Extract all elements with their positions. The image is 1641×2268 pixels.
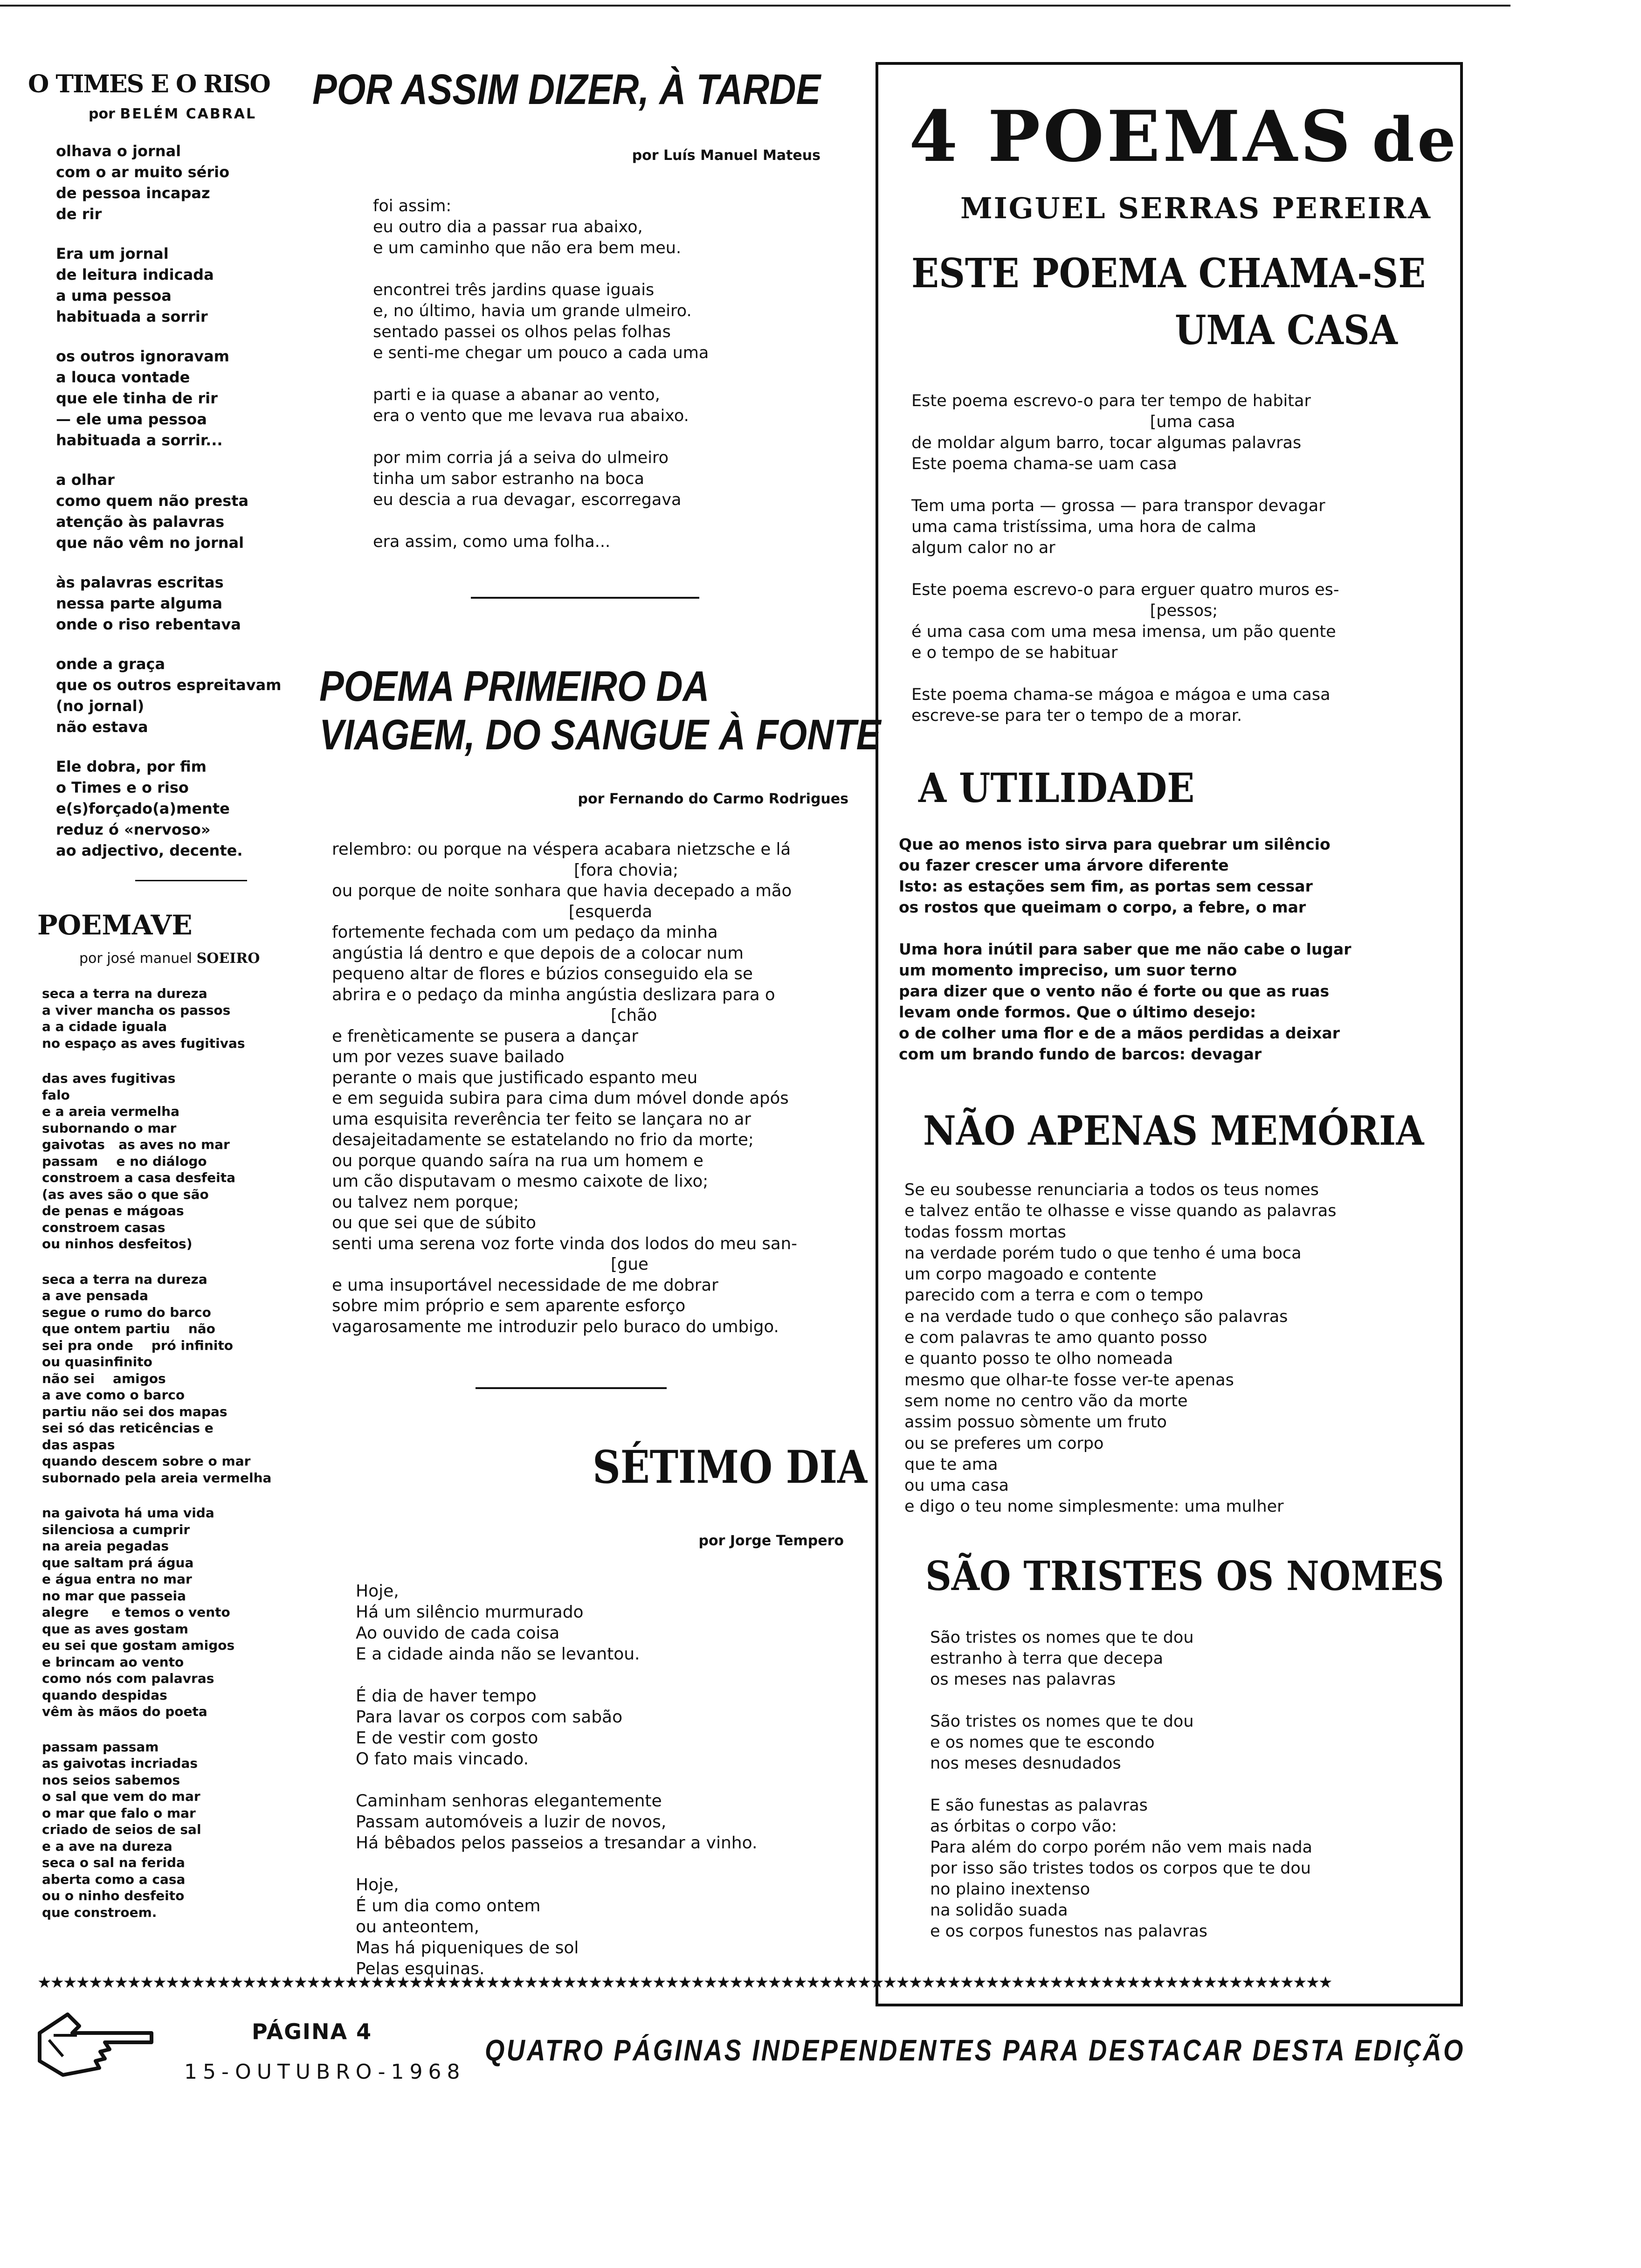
divider bbox=[471, 597, 699, 599]
poem-title-text: POR ASSIM DIZER, À TARDE bbox=[312, 66, 821, 113]
stanza: Este poema escrevo-o para ter tempo de habitar [uma casa de moldar algum barro, tocar algumas palavras Este poema chama-se uam casa bbox=[911, 392, 1311, 473]
byline-prefix: por bbox=[89, 106, 115, 122]
poem-body: relembro: ou porque na véspera acabara nietzsche e lá [fora chovia; ou porque de noite sonhara que havia decepado a mão [esquerda fortemente fechada com um pedaço da minha angústia lá dentro e que depois de a colocar num pequeno altar de flores e búzios conseguido ela se abrira e o pedaço da minha angústia deslizara para o [chão e frenèticamente se pusera a dançar um por vezes suave bailado perante o mais que justificado espanto meu e em seguida subira para cima dum móvel donde após uma esquisita reverência ter feito se lançara no ar desajeitadamente se estatelando no frio da morte; ou porque quando saíra na rua um homem e um cão disputavam o mesmo caixote de lixo; ou talvez nem porque; ou que sei que de súbito senti uma serena voz forte vinda dos lodos do meu san- [gue e uma insuportável necessidade de me dobrar sobre mim próprio e sem aparente esforço vagarosamente me introduzir pelo buraco do umbigo. bbox=[332, 840, 797, 1336]
byline-author-last: SOEIRO bbox=[196, 950, 260, 967]
poem-body bbox=[911, 391, 1339, 726]
stanza: seca a terra na dureza a viver mancha os passos a a cidade iguala no espaço as aves fugitivas bbox=[42, 986, 245, 1051]
stanza: parti e ia quase a abanar ao vento, era o vento que me levava rua abaixo. bbox=[373, 386, 689, 425]
byline bbox=[79, 950, 308, 967]
stanza: São tristes os nomes que te dou estranho à terra que decepa os meses nas palavras bbox=[930, 1628, 1194, 1689]
poem-title-line: POEMA PRIMEIRO DA bbox=[319, 663, 710, 710]
poem-title: NÃO APENAS MEMÓRIA bbox=[923, 1107, 1424, 1155]
byline-author: Fernando do Carmo Rodrigues bbox=[609, 791, 848, 807]
stanza: por mim corria já a seiva do ulmeiro tinha um sabor estranho na boca eu descia a rua devagar, escorregava bbox=[373, 449, 682, 509]
poem-title: O TIMES E O RISO bbox=[28, 70, 270, 98]
box-header-main: 4 POEMAS bbox=[909, 96, 1354, 178]
stanza: Hoje, Há um silêncio murmurado Ao ouvido de cada coisa E a cidade ainda não se levantou. bbox=[356, 1582, 640, 1664]
byline bbox=[466, 791, 848, 807]
byline bbox=[513, 147, 820, 164]
byline-author: Jorge Tempero bbox=[730, 1533, 844, 1549]
stanza: onde a graça que os outros espreitavam (no jornal) não estava bbox=[56, 655, 282, 736]
poem-body bbox=[930, 1627, 1312, 1942]
poem-body bbox=[899, 834, 1351, 1065]
stanza: Uma hora inútil para saber que me não cabe o lugar um momento impreciso, um suor terno para dizer que o vento não é forte ou que as ruas levam onde formos. Que o último desejo: o de colher uma flor e de a mãos perdidas a deixar com um brando fundo de barcos: devagar bbox=[899, 940, 1351, 1063]
box-author: MIGUEL SERRAS PEREIRA bbox=[960, 191, 1432, 225]
byline bbox=[559, 1533, 844, 1549]
box-header-de: de bbox=[1372, 104, 1459, 175]
column-1 bbox=[28, 70, 308, 1939]
byline-prefix: por bbox=[698, 1533, 725, 1549]
poem-title: SÃO TRISTES OS NOMES bbox=[925, 1553, 1444, 1600]
stanza: olhava o jornal com o ar muito sério de pessoa incapaz de rir bbox=[56, 142, 230, 223]
pointing-hand-icon bbox=[35, 2005, 156, 2086]
poem-title bbox=[319, 662, 972, 759]
byline-prefix: por bbox=[578, 791, 605, 807]
stanza: E são funestas as palavras as órbitas o corpo vão: Para além do corpo porém não vem mais nada por isso são tristes todos os corpos que te dou no plaino inextenso na solidão suada e os corpos funestos nas palavras bbox=[930, 1796, 1312, 1941]
stanza: Este poema escrevo-o para erguer quatro muros es- [pessos; é uma casa com uma mesa imensa, um pão quente e o tempo de se habituar bbox=[911, 581, 1339, 662]
issue-date: 15-OUTUBRO-1968 bbox=[184, 2060, 466, 2084]
byline bbox=[89, 106, 308, 122]
byline-author: BELÉM CABRAL bbox=[120, 106, 257, 122]
poem-title bbox=[312, 65, 903, 114]
stanza: É dia de haver tempo Para lavar os corpos com sabão E de vestir com gosto O fato mais vincado. bbox=[356, 1687, 623, 1769]
byline-prefix: por bbox=[632, 147, 659, 164]
footer-tagline: QUATRO PÁGINAS INDEPENDENTES PARA DESTACAR DESTA EDIÇÃO bbox=[485, 2033, 1465, 2067]
stanza: era assim, como uma folha... bbox=[373, 532, 611, 551]
stanza: a olhar como quem não presta atenção às palavras que não vêm no jornal bbox=[56, 471, 249, 552]
poem-title: ESTE POEMA CHAMA-SE bbox=[911, 250, 1426, 297]
poem-title-line: VIAGEM, DO SANGUE À FONTE bbox=[319, 711, 881, 759]
stanza: Caminham senhoras elegantemente Passam automóveis a luzir de novos, Há bêbados pelos passeios a tresandar a vinho. bbox=[356, 1791, 758, 1853]
poem-title: A UTILIDADE bbox=[918, 765, 1195, 812]
poem-body bbox=[356, 1581, 757, 1979]
stanza: Hoje, É um dia como ontem ou anteontem, Mas há piqueniques de sol Pelas esquinas. bbox=[356, 1875, 579, 1978]
stanza: seca a terra na dureza a ave pensada segue o rumo do barco que ontem partiu não sei pra onde pró infinito ou quasinfinito não sei amigos a ave como o barco partiu não sei dos mapas sei só das reticências e das aspas quando descem sobre o mar subornado pela areia vermelha bbox=[42, 1271, 272, 1486]
poem-title: UMA CASA bbox=[1175, 307, 1398, 354]
byline-author-first: josé manuel bbox=[107, 950, 193, 967]
poem-title: SÉTIMO DIA bbox=[593, 1441, 867, 1494]
poem-body bbox=[373, 196, 709, 553]
box-header bbox=[909, 96, 1459, 178]
stanza: São tristes os nomes que te dou e os nomes que te escondo nos meses desnudados bbox=[930, 1712, 1194, 1773]
stanza: Este poema chama-se mágoa e mágoa e uma casa escreve-se para ter o tempo de a morar. bbox=[911, 685, 1331, 725]
poem-body: Se eu soubesse renunciaria a todos os teus nomes e talvez então te olhasse e visse quando as palavras todas fossm mortas na verdade porém tudo o que tenho é uma boca um corpo magoado e contente parecido com a terra e com o tempo e na verdade tudo o que conheço são palavras e com palavras te amo quanto posso e quanto posso te olho nomeada mesmo que olhar-te fosse ver-te apenas sem nome no centro vão da morte assim possuo sòmente um fruto ou se preferes um corpo que te ama ou uma casa e digo o teu nome simplesmente: uma mulher bbox=[904, 1181, 1337, 1516]
stanza: Que ao menos isto sirva para quebrar um silêncio ou fazer crescer uma árvore diferente Isto: as estações sem fim, as portas sem cessar os rostos que queimam o corpo, a febre, o mar bbox=[899, 835, 1331, 916]
stanza: Ele dobra, por fim o Times e o riso e(s)forçado(a)mente reduz ó «nervoso» ao adjectivo, decente. bbox=[56, 758, 243, 859]
stanza: encontrei três jardins quase iguais e, no último, havia um grande ulmeiro. sentado passei os olhos pelas folhas e senti-me chegar um pouco a cada uma bbox=[373, 281, 709, 362]
top-rule bbox=[0, 5, 1510, 7]
stanza: às palavras escritas nessa parte alguma onde o riso rebentava bbox=[56, 574, 241, 633]
divider bbox=[135, 880, 247, 881]
stanza: na gaivota há uma vida silenciosa a cumprir na areia pegadas que saltam prá água e água entra no mar no mar que passeia alegre e temos o vento que as aves gostam eu sei que gostam amigos e brincam ao vento como nós com palavras quando despidas vêm às mãos do poeta bbox=[42, 1505, 235, 1719]
byline-prefix: por bbox=[79, 950, 103, 967]
divider bbox=[476, 1387, 667, 1389]
poem-title: POEMAVE bbox=[37, 909, 193, 941]
stanza: foi assim: eu outro dia a passar rua abaixo, e um caminho que não era bem meu. bbox=[373, 197, 682, 257]
stanza: Tem uma porta — grossa — para transpor devagar uma cama tristíssima, uma hora de calma algum calor no ar bbox=[911, 497, 1325, 557]
stanza: das aves fugitivas falo e a areia vermelha subornando o mar gaivotas as aves no mar passam e no diálogo constroem a casa desfeita (as aves são o que são de penas e mágoas constroem casas ou ninhos desfeitos) bbox=[42, 1071, 235, 1252]
byline-author: Luís Manuel Mateus bbox=[663, 147, 820, 164]
page-number: PÁGINA 4 bbox=[252, 2019, 372, 2044]
stanza: Era um jornal de leitura indicada a uma pessoa habituada a sorrir bbox=[56, 245, 214, 325]
stanza: os outros ignoravam a louca vontade que ele tinha de rir — ele uma pessoa habituada a sorrir... bbox=[56, 347, 229, 449]
star-border: ★★★★★★★★★★★★★★★★★★★★★★★★★★★★★★★★★★★★★★★★★★★★★★★★★★★★★★★★★★★★★★★★★★★★★★★★★★★★★★★★★★★★★★★★★★★★★★★★★★★★★ bbox=[37, 1973, 1331, 1992]
stanza: passam passam as gaivotas incriadas nos seios sabemos o sal que vem do mar o mar que falo o mar criado de seios de sal e a ave na dureza seca o sal na ferida aberta como a casa ou o ninho desfeito que constroem. bbox=[42, 1739, 201, 1920]
